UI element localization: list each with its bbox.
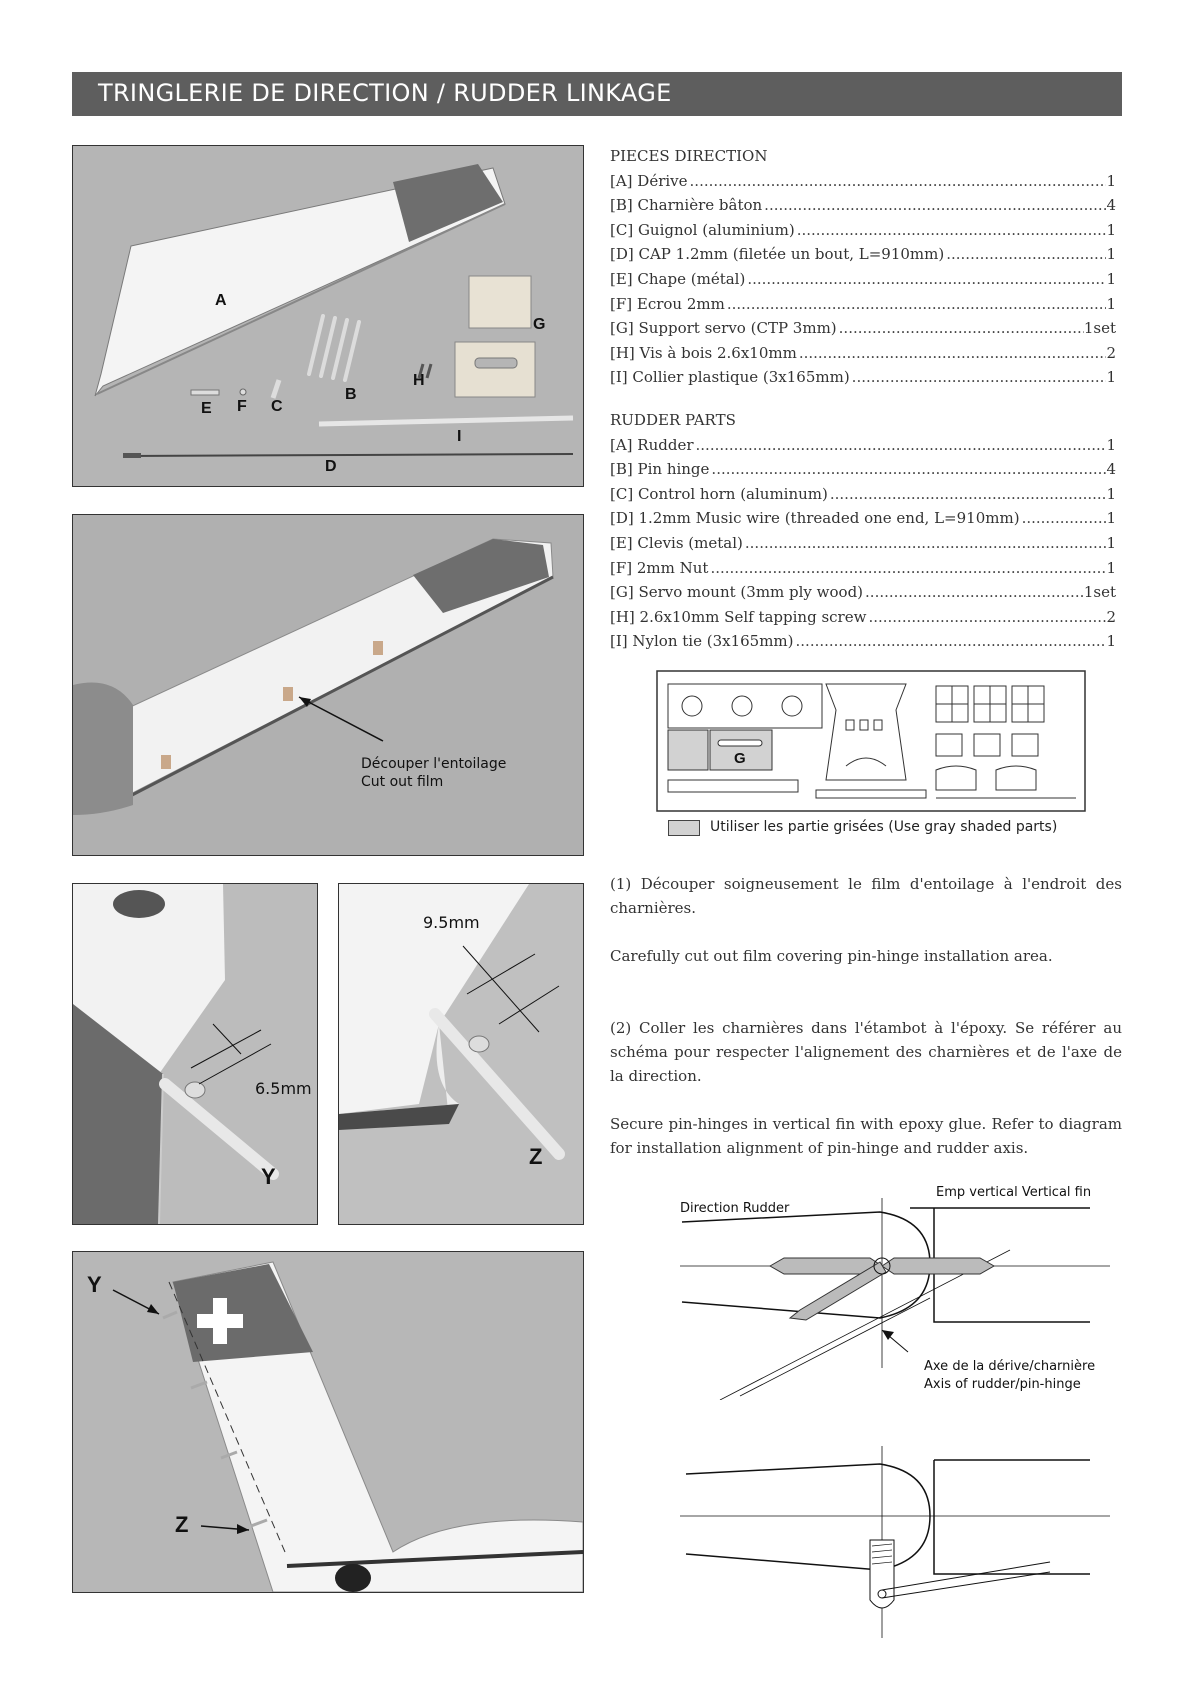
- cut-film-photo-art: [73, 515, 583, 855]
- sheet-legend: Utiliser les partie grisées (Use gray shaded parts): [710, 819, 1058, 835]
- parts-list-en: [610, 408, 1116, 654]
- part-label-g: G: [533, 316, 546, 333]
- part-label-e: E: [201, 400, 212, 417]
- list-item: [B] Charnière bâton ..... 4: [610, 193, 1116, 218]
- section-title: TRINGLERIE DE DIRECTION / RUDDER LINKAGE: [98, 79, 672, 107]
- list-item: [A] Rudder ..... 1: [610, 433, 1116, 458]
- cut-film-note-fr: Découper l'entoilage: [361, 756, 507, 772]
- part-label-i: I: [457, 428, 462, 445]
- step-2-en: Secure pin-hinges in vertical fin with epoxy glue. Refer to diagram for installation alignment of pin-hinge and rudder axis.: [610, 1115, 1122, 1157]
- cut-film-photo: [72, 514, 584, 856]
- part-label-f: F: [237, 398, 247, 415]
- hinge-y-label: Y: [261, 1164, 276, 1189]
- parts-list-en-title: RUDDER PARTS: [610, 411, 736, 429]
- part-label-a: A: [215, 292, 227, 309]
- list-item: [C] Control horn (aluminum) ..... 1: [610, 482, 1116, 507]
- list-item: [F] Ecrou 2mm ..... 1: [610, 292, 1116, 317]
- hinge-cross-section-art: [660, 1440, 1120, 1640]
- hinge-y-measure: 6.5mm: [255, 1079, 312, 1098]
- step-2-fr: (2) Coller les charnières dans l'étambot à l'époxy. Se référer au schéma pour respecter l'alignement des charnières et de l'axe de la direction.: [610, 1019, 1122, 1085]
- parts-photo: [72, 145, 584, 487]
- fin-hinge-label-z: Z: [175, 1512, 189, 1537]
- part-label-c: C: [271, 398, 283, 415]
- diagram-axis-en: Axis of rudder/pin-hinge: [924, 1377, 1081, 1392]
- list-item: [E] Clevis (metal) ..... 1: [610, 531, 1116, 556]
- parts-list-fr: [610, 144, 1116, 390]
- diagram-axis-fr: Axe de la dérive/charnière: [924, 1359, 1096, 1374]
- hinge-cross-section-diagram: [660, 1440, 1120, 1640]
- gray-shade-swatch: [668, 820, 700, 836]
- list-item: [H] 2.6x10mm Self tapping screw ..... 2: [610, 605, 1116, 630]
- sheet-part-label: G: [734, 750, 746, 767]
- list-item: [H] Vis à bois 2.6x10mm ..... 2: [610, 341, 1116, 366]
- list-item: [G] Servo mount (3mm ply wood) ..... 1set: [610, 580, 1116, 605]
- part-label-d: D: [325, 458, 337, 475]
- part-label-h: H: [413, 372, 425, 389]
- hinge-z-label: Z: [529, 1144, 543, 1169]
- list-item: [I] Nylon tie (3x165mm) ..... 1: [610, 629, 1116, 654]
- list-item: [F] 2mm Nut ..... 1: [610, 556, 1116, 581]
- list-item: [C] Guignol (aluminium) ..... 1: [610, 218, 1116, 243]
- diagram-rudder-label: Direction Rudder: [680, 1201, 790, 1216]
- list-item: [B] Pin hinge ..... 4: [610, 457, 1116, 482]
- list-item: [G] Support servo (CTP 3mm) ..... 1set: [610, 316, 1116, 341]
- list-item: [D] CAP 1.2mm (filetée un bout, L=910mm) ..... 1: [610, 242, 1116, 267]
- list-item: [A] Dérive ..... 1: [610, 169, 1116, 194]
- list-item: [E] Chape (métal) ..... 1: [610, 267, 1116, 292]
- hinge-alignment-diagram: [660, 1180, 1120, 1400]
- fin-hinges-photo: [72, 1251, 584, 1593]
- section-header: [72, 72, 1122, 116]
- list-item: [I] Collier plastique (3x165mm) ..... 1: [610, 365, 1116, 390]
- diagram-axis-note: [924, 1358, 1095, 1394]
- cut-film-note: [361, 755, 506, 791]
- plywood-sheet-art: [656, 670, 1086, 812]
- hinge-z-photo-art: [339, 884, 583, 1224]
- diagram-fin-label: Emp vertical Vertical fin: [936, 1185, 1092, 1200]
- hinge-y-photo: [72, 883, 318, 1225]
- step-1-fr: (1) Découper soigneusement le film d'entoilage à l'endroit des charnières.: [610, 875, 1122, 917]
- parts-photo-art: [73, 146, 583, 486]
- parts-list-fr-title: PIECES DIRECTION: [610, 147, 768, 165]
- fin-hinges-photo-art: [73, 1252, 583, 1592]
- hinge-z-photo: [338, 883, 584, 1225]
- step-1-en: Carefully cut out film covering pin-hinge installation area.: [610, 947, 1053, 965]
- plywood-sheet-diagram: [656, 670, 1086, 812]
- hinge-z-measure: 9.5mm: [423, 913, 480, 932]
- cut-film-note-en: Cut out film: [361, 774, 444, 790]
- hinge-y-photo-art: [73, 884, 317, 1224]
- part-label-b: B: [345, 386, 357, 403]
- list-item: [D] 1.2mm Music wire (threaded one end, L=910mm) ..... 1: [610, 506, 1116, 531]
- fin-hinge-label-y: Y: [87, 1272, 102, 1297]
